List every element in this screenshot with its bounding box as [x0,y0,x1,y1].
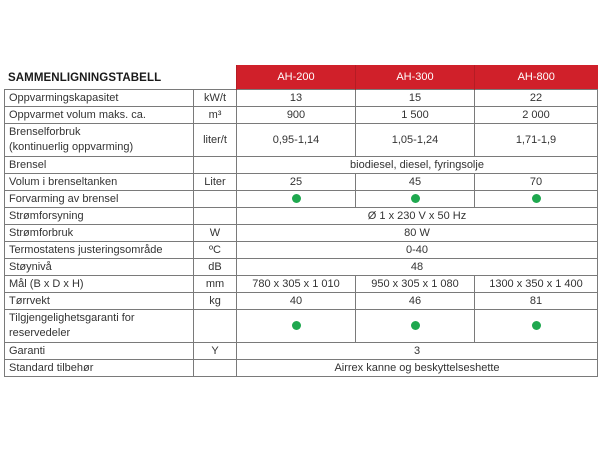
header-row [5,65,598,90]
shared-value: 3 [237,343,598,360]
value-ah-300: 15 [356,90,475,107]
value-ah-300: 1 500 [356,107,475,124]
row-label: Støynivå [5,259,194,276]
check-dot-icon [411,194,420,203]
value-ah-300: 950 x 305 x 1 080 [356,276,475,293]
value-ah-300 [356,310,475,343]
value-ah-800: 81 [475,293,598,310]
row-label: Tørrvekt [5,293,194,310]
value-ah-300: 45 [356,174,475,191]
row-unit: ºC [194,242,237,259]
model-header-ah-800: AH-800 [475,65,598,90]
row-label: Termostatens justeringsområde [5,242,194,259]
row-unit: Liter [194,174,237,191]
table-row [5,259,598,276]
row-unit: m³ [194,107,237,124]
value-ah-200: 900 [237,107,356,124]
shared-value: 0-40 [237,242,598,259]
value-ah-800: 1,71-1,9 [475,124,598,157]
row-label-line2: reservedeler [9,327,71,339]
table-row [5,124,598,157]
row-label: Oppvarmet volum maks. ca. [5,107,194,124]
shared-value: Airrex kanne og beskyttelseshette [237,360,598,377]
row-unit: kg [194,293,237,310]
row-unit: W [194,225,237,242]
row-unit [194,191,237,208]
check-dot-icon [292,321,301,330]
row-label: Standard tilbehør [5,360,194,377]
table-row [5,225,598,242]
row-unit: mm [194,276,237,293]
table-row [5,343,598,360]
table-row [5,174,598,191]
row-unit: kW/t [194,90,237,107]
value-ah-800 [475,310,598,343]
row-unit: liter/t [194,124,237,157]
row-label [5,124,194,157]
value-ah-200 [237,191,356,208]
row-label: Volum i brenseltanken [5,174,194,191]
check-dot-icon [411,321,420,330]
value-ah-300 [356,191,475,208]
value-ah-200: 25 [237,174,356,191]
model-header-ah-200: AH-200 [237,65,356,90]
value-ah-800: 1300 x 350 x 1 400 [475,276,598,293]
shared-value: 48 [237,259,598,276]
check-dot-icon [292,194,301,203]
row-unit [194,157,237,174]
value-ah-800 [475,191,598,208]
row-label-line2: (kontinuerlig oppvarming) [9,141,134,153]
row-label: Brensel [5,157,194,174]
value-ah-800: 70 [475,174,598,191]
model-header-ah-300: AH-300 [356,65,475,90]
shared-value: biodiesel, diesel, fyringsolje [237,157,598,174]
check-dot-icon [532,194,541,203]
row-label: Forvarming av brensel [5,191,194,208]
row-unit [194,310,237,343]
value-ah-800: 22 [475,90,598,107]
table-row [5,293,598,310]
value-ah-200: 780 x 305 x 1 010 [237,276,356,293]
check-dot-icon [532,321,541,330]
table-row [5,191,598,208]
table-row [5,157,598,174]
shared-value: 80 W [237,225,598,242]
table-row [5,310,598,343]
value-ah-200 [237,310,356,343]
header-blank-unit [194,65,237,90]
row-label-line1: Brenselforbruk [9,126,81,138]
row-label: Oppvarmingskapasitet [5,90,194,107]
row-label [5,310,194,343]
value-ah-200: 0,95-1,14 [237,124,356,157]
row-label-line1: Tilgjengelighetsgaranti for [9,312,135,324]
table-row [5,208,598,225]
table-row [5,107,598,124]
value-ah-300: 1,05-1,24 [356,124,475,157]
table-row [5,360,598,377]
header-blank [5,65,194,90]
table-row [5,276,598,293]
row-label: Garanti [5,343,194,360]
row-label: Strømforbruk [5,225,194,242]
table-title: SAMMENLIGNINGSTABELL [8,72,162,84]
row-unit [194,360,237,377]
row-unit [194,208,237,225]
row-unit: Y [194,343,237,360]
row-unit: dB [194,259,237,276]
row-label: Mål (B x D x H) [5,276,194,293]
row-label: Strømforsyning [5,208,194,225]
value-ah-200: 13 [237,90,356,107]
shared-value: Ø 1 x 230 V x 50 Hz [237,208,598,225]
value-ah-800: 2 000 [475,107,598,124]
value-ah-200: 40 [237,293,356,310]
comparison-table [4,65,598,377]
table-row [5,242,598,259]
value-ah-300: 46 [356,293,475,310]
table-row [5,90,598,107]
